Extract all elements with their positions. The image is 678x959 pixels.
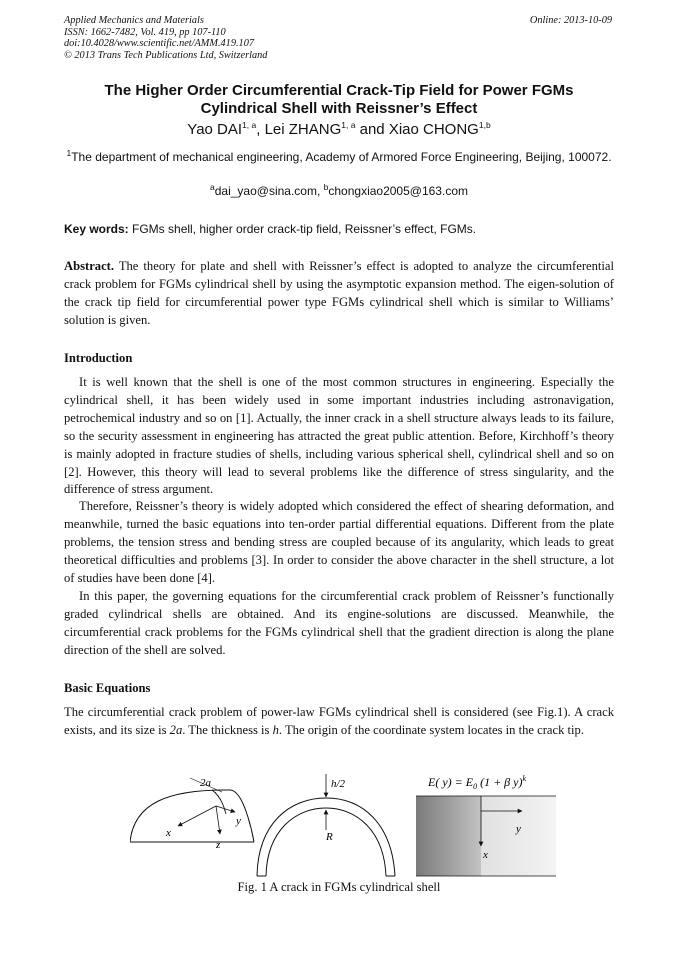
fgm-plate (416, 796, 556, 876)
basic-equations-heading: Basic Equations (64, 681, 151, 695)
shell-left (130, 778, 254, 842)
basic-text: . The thickness is (182, 722, 273, 737)
keywords (64, 222, 614, 236)
author-name: Lei ZHANG (264, 121, 342, 138)
email-address[interactable]: dai_yao@sina.com (214, 184, 317, 198)
axis-x-arrow (178, 806, 216, 826)
label-y: y (236, 815, 241, 827)
author-list (40, 121, 638, 138)
journal-name: Applied Mechanics and Materials (64, 15, 204, 26)
email-sup: b (323, 182, 329, 192)
journal-header (64, 15, 267, 61)
figure-crack-shell (130, 768, 560, 880)
shell-cross-section (257, 774, 395, 876)
intro-paragraph-2: Therefore, Reissner’s theory is widely adopted which considered the effect of shearing deformation, and meanwhile, turned the basic equations into ten-order partial differential equations. Different from the plate problems, the tension stress and bending stress are coupled because of its angularity, which leads to great theoretical difficulties and problems [3]. In order to consider the above character in the shell structure, a lot of studies have been done [4]. (64, 499, 614, 585)
plate-label-y: y (516, 823, 521, 835)
email-address[interactable]: chongxiao2005@163.com (328, 184, 468, 198)
eq-exp: k (522, 774, 527, 783)
abstract (64, 258, 614, 330)
doi-line: doi:10.4028/www.scientific.net/AMM.419.107 (64, 38, 254, 50)
plate-label-x: x (483, 849, 488, 861)
issn-line: ISSN: 1662-7482, Vol. 419, pp 107-110 (64, 26, 226, 38)
intro-paragraph-1: It is well known that the shell is one of the most common structures in engineering. Especially the cylindrical shell, it has been widely used in some important industries including astronavigation, petrochemical industry and so on [1]. Actually, the inner crack in a shell structure always leads to its failure, so the security assessment in engineering has attracted the great public attention. Before, Kirchhoff’s theory is mainly adopted in fracture studies of shells, including various spherical shell, cylindrical shell and so on [2]. However, this theory will lead to several problems like the difference of stress singularity, and the difference of stress argument. (64, 375, 614, 497)
paper-title (40, 82, 638, 118)
introduction-heading: Introduction (64, 351, 133, 365)
author-separator: and (355, 121, 389, 138)
affiliation-sup: 1 (66, 148, 72, 158)
thickness-symbol: h (272, 722, 279, 737)
label-2a: 2a (200, 777, 211, 789)
shell-end-curve (230, 790, 254, 842)
email-line (40, 184, 638, 198)
label-x: x (166, 827, 171, 839)
basic-text: The circumferential crack problem of power-law FGMs cylindrical shell is considered (see Fig.1). A crack exists, and its size is (64, 705, 614, 737)
crack-line (212, 790, 226, 814)
eq-sub: 0 (473, 782, 478, 791)
author-name: Xiao CHONG (388, 121, 479, 138)
keywords-text: FGMs shell, higher order crack-tip field, Reissner’s effect, FGMs. (128, 222, 477, 236)
title-line-1: The Higher Order Circumferential Crack-Tip Field for Power FGMs (104, 82, 574, 99)
basic-text: . The origin of the coordinate system locates in the crack tip. (278, 722, 584, 737)
author-separator: , (256, 121, 265, 138)
copyright-line: © 2013 Trans Tech Publications Ltd, Switzerland (64, 49, 268, 61)
gradient-equation (427, 774, 526, 791)
email-sup: a (210, 182, 215, 192)
affiliation-text: The department of mechanical engineering, Academy of Armored Force Engineering, Beijing, 100072. (71, 150, 612, 164)
eq-lhs: E( y) = E (428, 775, 474, 789)
author-sup: 1, a (341, 120, 356, 130)
online-date: Online: 2013-10-09 (529, 15, 612, 26)
title-line-2: Cylindrical Shell with Reissner’s Effect (200, 100, 478, 117)
crack-size-symbol: 2a (169, 722, 183, 737)
label-R: R (326, 831, 333, 843)
author-name: Yao DAI (187, 121, 243, 138)
eq-rhs: (1 + β y) (477, 775, 523, 789)
intro-paragraph-3: In this paper, the governing equations for the circumferential crack problem of Reissner’s functionally graded cylindrical shells are obtained. And its engine-solutions are discussed. Meanwhile, the circumferential crack problems for the FGMs cylindrical shell that the gradient direction is along the plane direction of the shell are solved. (64, 589, 614, 657)
axis-z-arrow (216, 806, 220, 834)
keywords-label: Key words: (64, 222, 129, 236)
abstract-label: Abstract. (64, 259, 115, 273)
basic-equations-paragraph (64, 704, 614, 740)
author-sup: 1, a (242, 120, 257, 130)
email-separator: , (316, 184, 324, 198)
shell-outer-curve (130, 790, 230, 842)
affiliation (60, 150, 618, 166)
author-sup: 1,b (478, 120, 491, 130)
label-h2: h/2 (331, 778, 346, 790)
figure-caption: Fig. 1 A crack in FGMs cylindrical shell (237, 880, 441, 894)
label-z: z (216, 839, 221, 851)
abstract-text: The theory for plate and shell with Reissner’s effect is adopted to analyze the circumferential crack problem for FGMs cylindrical shell by using the asymptotic expansion method. The eigen-solution of the crack tip field for circumferential power type FGMs cylindrical shell which is similar to Williams’ solution is given. (64, 259, 614, 327)
